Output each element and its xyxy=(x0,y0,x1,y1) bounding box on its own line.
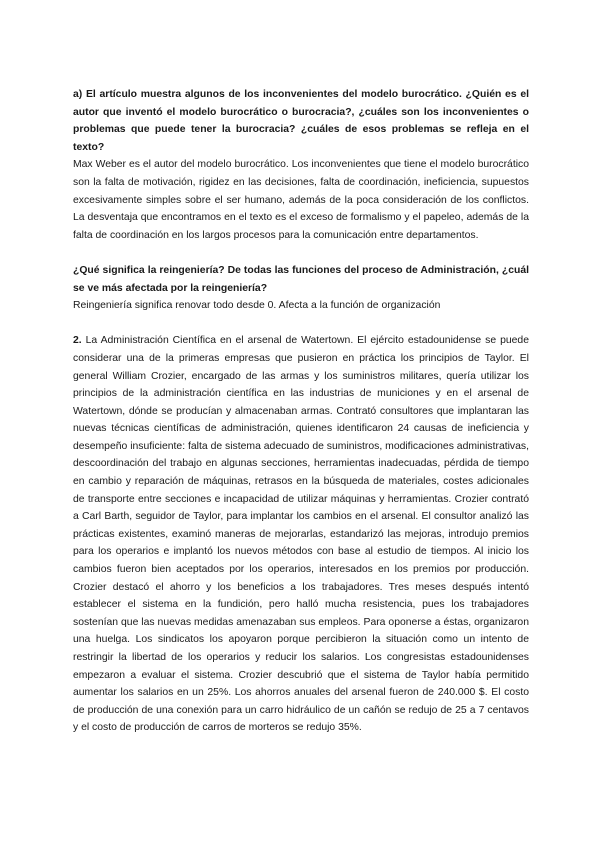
answer-a-paragraph: Max Weber es el autor del modelo burocrático. Los inconvenientes que tiene el modelo burocrático son la falta de motivación, rigidez en las decisiones, falta de coordinación, ineficiencia, supuestos excesivamente simples sobre el ser humano, además de la poca consideración de los conflictos. La desventaja que encontramos en el texto es el exceso de formalismo y el papeleo, además de la falta de coordinación en los largos procesos para la comunicación entre departamentos. xyxy=(73,159,529,241)
document-body xyxy=(73,86,529,737)
answer-reingenieria-paragraph: Reingeniería significa renovar todo desde 0. Afecta a la función de organización xyxy=(73,300,441,312)
paragraph-spacer xyxy=(73,244,529,262)
case-study-text: La Administración Científica en el arsenal de Watertown. El ejército estadounidense se puede considerar una de la primeras empresas que pusieron en práctica los principios de Taylor. El general William Crozier, encargado de las armas y los suministros militares, quería utilizar los principios de la administración científica en las industrias de municiones y en el arsenal de Watertown, dónde se producían y almacenaban armas. Contrató consultores que implantaran las nuevas técnicas científicas de administración, quienes identificaron 24 causas de ineficiencia y desempeño insuficiente: falta de sistema adecuado de suministros, modificaciones administrativas, descoordinación del trabajo en algunas secciones, herramientas inadecuadas, pérdida de tiempo en cambio y reparación de máquinas, retrasos en la búsqueda de materiales, costes adicionales de transporte entre secciones e incapacidad de utilizar máquinas y herramientas. Crozier contrató a Carl Barth, seguidor de Taylor, para implantar los cambios en el arsenal. El consultor analizó las prácticas existentes, examinó maneras de mejorarlas, estandarizó las mejoras, introdujo premios para los operarios e implantó los nuevos métodos con base al estudio de tiempos. Al inicio los cambios fueron bien aceptados por los operarios, interesados en los premios por producción. Crozier destacó el ahorro y los beneficios a los trabajadores. Tres meses después intentó establecer el sistema en la fundición, pero halló mucha resistencia, pues los trabajadores sostenían que las nuevas medidas amenazaban sus empleos. Para oponerse a éstas, organizaron una huelga. Los sindicatos los apoyaron porque percibieron la situación como un intento de restringir la libertad de los operarios y reducir los salarios. Los congresistas estadounidenses empezaron a evaluar el sistema. Crozier descubrió que el sistema de Taylor había permitido aumentar los salarios en un 25%. Los ahorros anuales del arsenal fueron de 240.000 $. El costo de producción de una conexión para un carro hidráulico de un cañón se redujo de 25 a 7 centavos y el costo de producción de carros de morteros se redujo 35%. xyxy=(73,335,529,734)
question-a-heading: a) El artículo muestra algunos de los inconvenientes del modelo burocrático. ¿Quién es el autor que inventó el modelo burocrático o burocracia?, ¿cuáles son los inconvenientes o problemas que puede tener la burocracia? ¿cuáles de esos problemas se refleja en el texto? xyxy=(73,89,529,153)
question-reingenieria-heading: ¿Qué significa la reingeniería? De todas las funciones del proceso de Administración, ¿cuál se ve más afectada por la reingeniería? xyxy=(73,264,529,294)
case-study-paragraph xyxy=(73,332,529,737)
section-number: 2. xyxy=(73,335,82,347)
paragraph-spacer xyxy=(73,315,529,333)
